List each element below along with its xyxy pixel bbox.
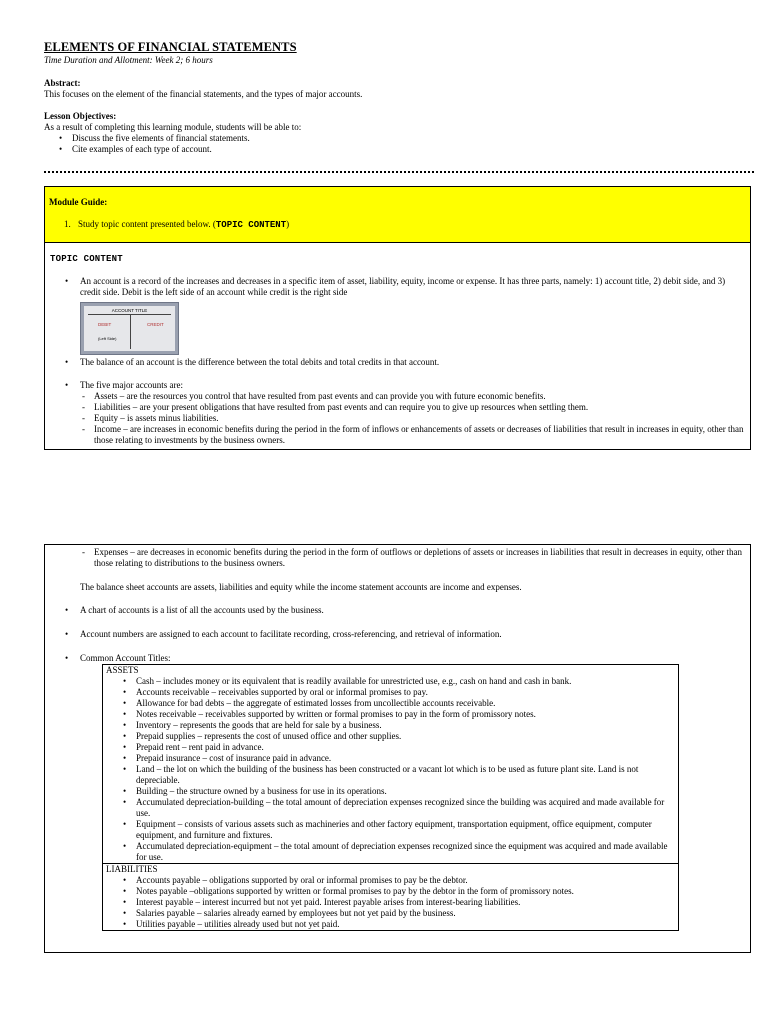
item-bold: TOPIC CONTENT bbox=[215, 220, 287, 230]
list-item: • Accumulated depreciation-equipment – the total amount of depreciation expenses recognized since the equipment was acquired and made available for use. bbox=[136, 841, 678, 863]
list-item: - Expenses – are decreases in economic benefits during the period in the form of outflows or depletions of assets or increases in liabilities that result in decreases in equity, other than those relating to distributions to the business owners. bbox=[94, 547, 744, 569]
module-guide bbox=[45, 187, 750, 243]
t-account-debit: DEBIT bbox=[98, 322, 112, 327]
liabilities-heading: LIABILITIES bbox=[106, 864, 158, 874]
document-title: ELEMENTS OF FINANCIAL STATEMENTS bbox=[44, 40, 297, 54]
topic-heading: TOPIC CONTENT bbox=[50, 254, 123, 264]
list-item: • The balance of an account is the difference between the total debits and total credits in that account. bbox=[80, 357, 750, 368]
item-text: Study topic content presented below. ( bbox=[78, 219, 216, 229]
item-end: ) bbox=[286, 219, 290, 229]
assets-list bbox=[106, 676, 678, 863]
list-item: The balance sheet accounts are assets, liabilities and equity while the income statement accounts are income and expenses. bbox=[80, 582, 522, 592]
list-item bbox=[80, 276, 750, 355]
liabilities-list bbox=[106, 875, 678, 930]
list-item: • Prepaid supplies – represents the cost of unused office and other supplies. bbox=[136, 731, 678, 742]
table-row bbox=[103, 864, 679, 931]
list-item: • Prepaid rent – rent paid in advance. bbox=[136, 742, 678, 753]
list-item: - Income – are increases in economic benefits during the period in the form of inflows or enhancements of assets or decreases of liabilities that result in increases in equity, other than those relating to investments by the business owners. bbox=[94, 424, 744, 446]
objectives-intro: As a result of completing this learning module, students will be able to: bbox=[44, 122, 302, 132]
major-accounts-list bbox=[80, 391, 744, 446]
list-item: • Equipment – consists of various assets such as machineries and other factory equipment, transportation equipment, office equipment, computer equipment, and furniture and fixtures. bbox=[136, 819, 678, 841]
list-item: • The five major accounts are: - Assets – are the resources you control that have resulted from past events and can provide you with future economic benefits. - Liabilities – are your present obligations that have resulted from past events and can require you to give up resources when settling them. - Equity – is assets minus liabilities. - Income – are increases in economic benefits during the period in the form of inflows or enhancements of assets or decreases of liabilities that result in increases in equity, other than those relating to investments by the business owners. bbox=[80, 380, 750, 446]
list-item: • Land – the lot on which the building of the business has been constructed or a vacant lot which is to be used as future plant site. Land is not depreciable. bbox=[136, 764, 678, 786]
list-item: • A chart of accounts is a list of all the accounts used by the business. bbox=[80, 605, 750, 616]
list-item: • Accounts payable – obligations supported by oral or informal promises to pay be the debtor. bbox=[136, 875, 678, 886]
continuation-box bbox=[44, 544, 751, 953]
list-item: • Prepaid insurance – cost of insurance paid in advance. bbox=[136, 753, 678, 764]
continuation-list bbox=[45, 547, 750, 569]
account-titles-table bbox=[102, 664, 679, 931]
list-item: • Cite examples of each type of account. bbox=[72, 144, 734, 155]
list-item: • Salaries payable – salaries already earned by employees but not yet paid by the business. bbox=[136, 908, 678, 919]
abstract-heading: Abstract: bbox=[44, 78, 81, 88]
list-item: • Common Account Titles: bbox=[80, 653, 750, 664]
list-item: • Allowance for bad debts – the aggregate of estimated losses from uncollectible accounts receivable. bbox=[136, 698, 678, 709]
list-item: • Discuss the five elements of financial statements. bbox=[72, 133, 734, 144]
t-account-title: ACCOUNT TITLE bbox=[111, 308, 148, 313]
list-item: • Utilities payable – utilities already used but not yet paid. bbox=[136, 919, 678, 930]
item-number: 1. bbox=[64, 219, 71, 229]
list-item: • Inventory – represents the goods that are held for sale by a business. bbox=[136, 720, 678, 731]
dotted-divider bbox=[44, 171, 754, 173]
account-definition: An account is a record of the increases and decreases in a specific item of asset, liability, equity, income or expense. It has three parts, namely: 1) account title, 2) debit side, and 3) credit side. Debit is the left side of an account while credit is the right side bbox=[80, 276, 726, 297]
list-item: - Liabilities – are your present obligations that have resulted from past events and can require you to give up resources when settling them. bbox=[94, 402, 744, 413]
list-item: • Cash – includes money or its equivalent that is readily available for unrestricted use, e.g., cash on hand and cash in bank. bbox=[136, 676, 678, 687]
page2-bullets bbox=[45, 582, 750, 664]
module-box bbox=[44, 186, 751, 450]
table-row bbox=[103, 665, 679, 864]
list-item: • Notes receivable – receivables supported by written or formal promises to pay in the form of promissory notes. bbox=[136, 709, 678, 720]
t-account-left-side: (Left Side) bbox=[98, 336, 117, 341]
list-item: • Accounts receivable – receivables supported by oral or informal promises to pay. bbox=[136, 687, 678, 698]
list-item: • Account numbers are assigned to each account to facilitate recording, cross-referencing, and retrieval of information. bbox=[80, 629, 750, 640]
list-item: - Equity – is assets minus liabilities. bbox=[94, 413, 744, 424]
list-item: - Assets – are the resources you control that have resulted from past events and can provide you with future economic benefits. bbox=[94, 391, 744, 402]
topic-list bbox=[45, 276, 750, 446]
list-item: • Notes payable –obligations supported by written or formal promises to pay by the debtor in the form of promissory notes. bbox=[136, 886, 678, 897]
list-item: • Accumulated depreciation-building – the total amount of depreciation expenses recognized since the building was acquired and made available for use. bbox=[136, 797, 678, 819]
document-page bbox=[44, 40, 734, 155]
abstract-text: This focuses on the element of the financial statements, and the types of major accounts. bbox=[44, 89, 363, 99]
document-subtitle: Time Duration and Allotment: Week 2; 6 hours bbox=[44, 55, 213, 65]
list-item: • Interest payable – interest incurred but not yet paid. Interest payable arises from interest-bearing liabilities. bbox=[136, 897, 678, 908]
t-account-credit: CREDIT bbox=[147, 322, 164, 327]
objectives-heading: Lesson Objectives: bbox=[44, 111, 117, 121]
list-item: • Building – the structure owned by a business for use in its operations. bbox=[136, 786, 678, 797]
module-guide-heading: Module Guide: bbox=[49, 197, 108, 207]
objectives-list bbox=[44, 133, 734, 155]
t-account-figure bbox=[80, 302, 179, 355]
module-guide-item bbox=[49, 219, 750, 231]
assets-heading: ASSETS bbox=[106, 665, 139, 675]
